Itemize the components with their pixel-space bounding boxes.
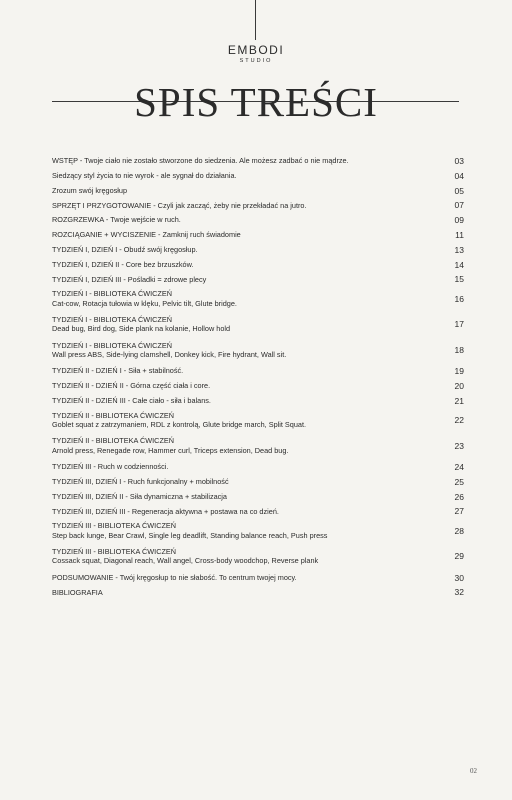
toc-entry-subtitle: Step back lunge, Bear Crawl, Single leg deadlift, Standing balance reach, Push press [52, 530, 328, 540]
toc-entry-title: TYDZIEŃ I - BIBLIOTEKA ĆWICZEŃ [52, 289, 173, 299]
toc-entry-page: 07 [454, 200, 464, 211]
brand-sub: STUDIO [239, 58, 273, 64]
toc-entry[interactable] [52, 341, 464, 360]
toc-entry-title: BIBLIOGRAFIA [52, 587, 103, 597]
toc-entry-page: 22 [454, 415, 464, 426]
toc-entry[interactable] [52, 547, 464, 566]
toc-entry-text [52, 201, 307, 211]
toc-entry-subtitle: Arnold press, Renegade row, Hammer curl, Triceps extension, Dead bug. [52, 445, 289, 455]
toc-entry-text [52, 573, 297, 583]
toc-entry-text [52, 260, 194, 270]
toc-entry[interactable] [52, 396, 464, 406]
toc-entry-subtitle: Cossack squat, Diagonal reach, Wall angel, Cross-body woodchop, Reverse plank [52, 556, 319, 566]
toc-entry-text [52, 186, 127, 196]
toc-entry-title: TYDZIEŃ III, DZIEŃ III - Regeneracja aktywna + postawa na co dzień. [52, 506, 279, 516]
toc-entry-text [52, 477, 229, 487]
toc-entry-title: TYDZIEŃ I - BIBLIOTEKA ĆWICZEŃ [52, 314, 173, 324]
toc-entry-title: TYDZIEŃ I - BIBLIOTEKA ĆWICZEŃ [52, 340, 173, 350]
toc-entry[interactable] [52, 366, 464, 376]
toc-entry-page: 18 [454, 345, 464, 356]
toc-entry[interactable] [52, 477, 464, 487]
toc-entry-text [52, 215, 181, 225]
page-title: SPIS TREŚCI [134, 79, 378, 125]
toc-entry-page: 13 [454, 244, 464, 255]
toc-entry-page: 15 [454, 274, 464, 285]
toc-entry-title: TYDZIEŃ I, DZIEŃ II - Core bez brzuszków. [52, 259, 194, 269]
toc-entry[interactable] [52, 521, 464, 540]
toc-entry-page: 21 [454, 395, 464, 406]
toc-entry-text [52, 396, 211, 406]
toc-entry[interactable] [52, 506, 464, 516]
toc-entry[interactable] [52, 315, 464, 334]
toc-entry-page: 04 [454, 170, 464, 181]
toc-entry-page: 14 [454, 259, 464, 270]
toc-entry-text [52, 492, 227, 502]
toc-entry-title: ROZGRZEWKA - Twoje wejście w ruch. [52, 215, 181, 225]
toc-entry-title: TYDZIEŃ III, DZIEŃ II - Siła dynamiczna + stabilizacja [52, 491, 227, 501]
toc-entry-page: 03 [454, 156, 464, 166]
toc-entry[interactable] [52, 492, 464, 502]
toc-entry-text [52, 230, 241, 240]
toc-entry[interactable] [52, 436, 464, 455]
toc-entry-title: PODSUMOWANIE - Twój kręgosłup to nie słabość. To centrum twojej mocy. [52, 572, 297, 582]
toc-entry-title: TYDZIEŃ II - DZIEŃ II - Górna część ciała i core. [52, 381, 211, 391]
toc-entry-page: 27 [454, 506, 464, 517]
toc-entry-title: TYDZIEŃ III, DZIEŃ I - Ruch funkcjonalny + mobilność [52, 477, 229, 486]
toc-entry-page: 17 [454, 319, 464, 330]
toc-entry-text [52, 245, 198, 255]
toc-entry[interactable] [52, 156, 464, 166]
toc-entry-subtitle: Wall press ABS, Side-lying clamshell, Donkey kick, Fire hydrant, Wall sit. [52, 350, 287, 360]
toc-entry-subtitle: Goblet squat z zatrzymaniem, RDL z kontrolą, Glute bridge march, Split Squat. [52, 420, 307, 430]
toc-entry-page: 11 [455, 229, 464, 240]
page-number: 02 [470, 767, 477, 775]
brand-name: EMBODI [227, 43, 285, 57]
toc-entry-text [52, 462, 168, 472]
toc-entry[interactable] [52, 230, 464, 240]
toc-entry-page: 20 [454, 381, 464, 392]
toc-entry-title: TYDZIEŃ I, DZIEŃ I - Obudź swój kręgosłup. [52, 244, 198, 254]
table-of-contents [52, 156, 464, 602]
toc-entry[interactable] [52, 200, 464, 210]
toc-entry-page: 24 [454, 462, 464, 472]
toc-entry-text [52, 411, 306, 430]
toc-entry-title: ROZCIĄGANIE + WYCISZENIE - Zamknij ruch świadomie [52, 230, 241, 240]
toc-entry-page: 19 [454, 366, 464, 377]
toc-entry-title: TYDZIEŃ II - BIBLIOTEKA ĆWICZEŃ [52, 436, 175, 446]
toc-entry[interactable] [52, 274, 464, 284]
toc-entry[interactable] [52, 186, 464, 196]
toc-entry-page: 25 [454, 476, 464, 487]
toc-entry[interactable] [52, 245, 464, 255]
toc-entry[interactable] [52, 381, 464, 391]
toc-entry[interactable] [52, 215, 464, 225]
toc-entry-page: 09 [454, 215, 464, 226]
toc-entry[interactable] [52, 171, 464, 181]
toc-entry[interactable] [52, 289, 464, 308]
toc-entry-title: TYDZIEŃ II - DZIEŃ I - Siła + stabilność. [52, 366, 184, 376]
toc-entry[interactable] [52, 462, 464, 472]
toc-entry-subtitle: Dead bug, Bird dog, Side plank na kolanie, Hollow hold [52, 324, 231, 334]
toc-entry-page: 30 [454, 572, 464, 583]
toc-entry-text [52, 289, 237, 308]
toc-entry-text [52, 381, 210, 391]
toc-entry-text [52, 507, 279, 517]
toc-entry-text [52, 547, 318, 566]
toc-entry-title: TYDZIEŃ III - BIBLIOTEKA ĆWICZEŃ [52, 521, 177, 531]
top-vertical-line [255, 0, 256, 40]
toc-entry-title: TYDZIEŃ III - BIBLIOTEKA ĆWICZEŃ [52, 546, 177, 556]
toc-entry-page: 32 [454, 587, 464, 598]
toc-entry-title: Siedzący styl życia to nie wyrok - ale sygnał do działania. [52, 171, 237, 180]
toc-entry-text [52, 275, 206, 285]
toc-entry-title: TYDZIEŃ II - BIBLIOTEKA ĆWICZEŃ [52, 410, 175, 420]
toc-entry-page: 16 [454, 293, 464, 304]
toc-entry-title: Zrozum swój kręgosłup [52, 185, 128, 195]
toc-entry-page: 28 [454, 525, 464, 536]
toc-entry-text [52, 341, 286, 360]
toc-entry-text [52, 171, 237, 181]
toc-entry[interactable] [52, 411, 464, 430]
toc-entry[interactable] [52, 573, 464, 583]
toc-entry[interactable] [52, 587, 464, 597]
toc-entry-title: TYDZIEŃ I, DZIEŃ III - Pośladki = zdrowe plecy [52, 274, 207, 284]
toc-entry-page: 05 [454, 185, 464, 196]
toc-entry-text [52, 436, 288, 455]
toc-entry-text [52, 315, 230, 334]
toc-entry-text [52, 521, 327, 540]
toc-entry-title: TYDZIEŃ III - Ruch w codzienności. [52, 462, 169, 472]
toc-entry-page: 26 [454, 491, 464, 502]
toc-entry-title: TYDZIEŃ II - DZIEŃ III - Całe ciało - siła i balans. [52, 396, 211, 406]
toc-entry-title: SPRZĘT I PRZYGOTOWANIE - Czyli jak zacząć, żeby nie przekładać na jutro. [52, 200, 307, 210]
toc-entry-subtitle: Cat-cow, Rotacja tułowia w klęku, Pelvic tilt, Glute bridge. [52, 298, 237, 308]
toc-entry-text [52, 156, 349, 166]
toc-entry-text [52, 366, 183, 376]
toc-entry-title: WSTĘP - Twoje ciało nie zostało stworzone do siedzenia. Ale możesz zadbać o nie mądrze. [52, 156, 349, 166]
toc-entry-page: 29 [454, 551, 464, 562]
toc-entry-page: 23 [454, 440, 464, 451]
toc-entry[interactable] [52, 260, 464, 270]
toc-entry-text [52, 588, 103, 598]
